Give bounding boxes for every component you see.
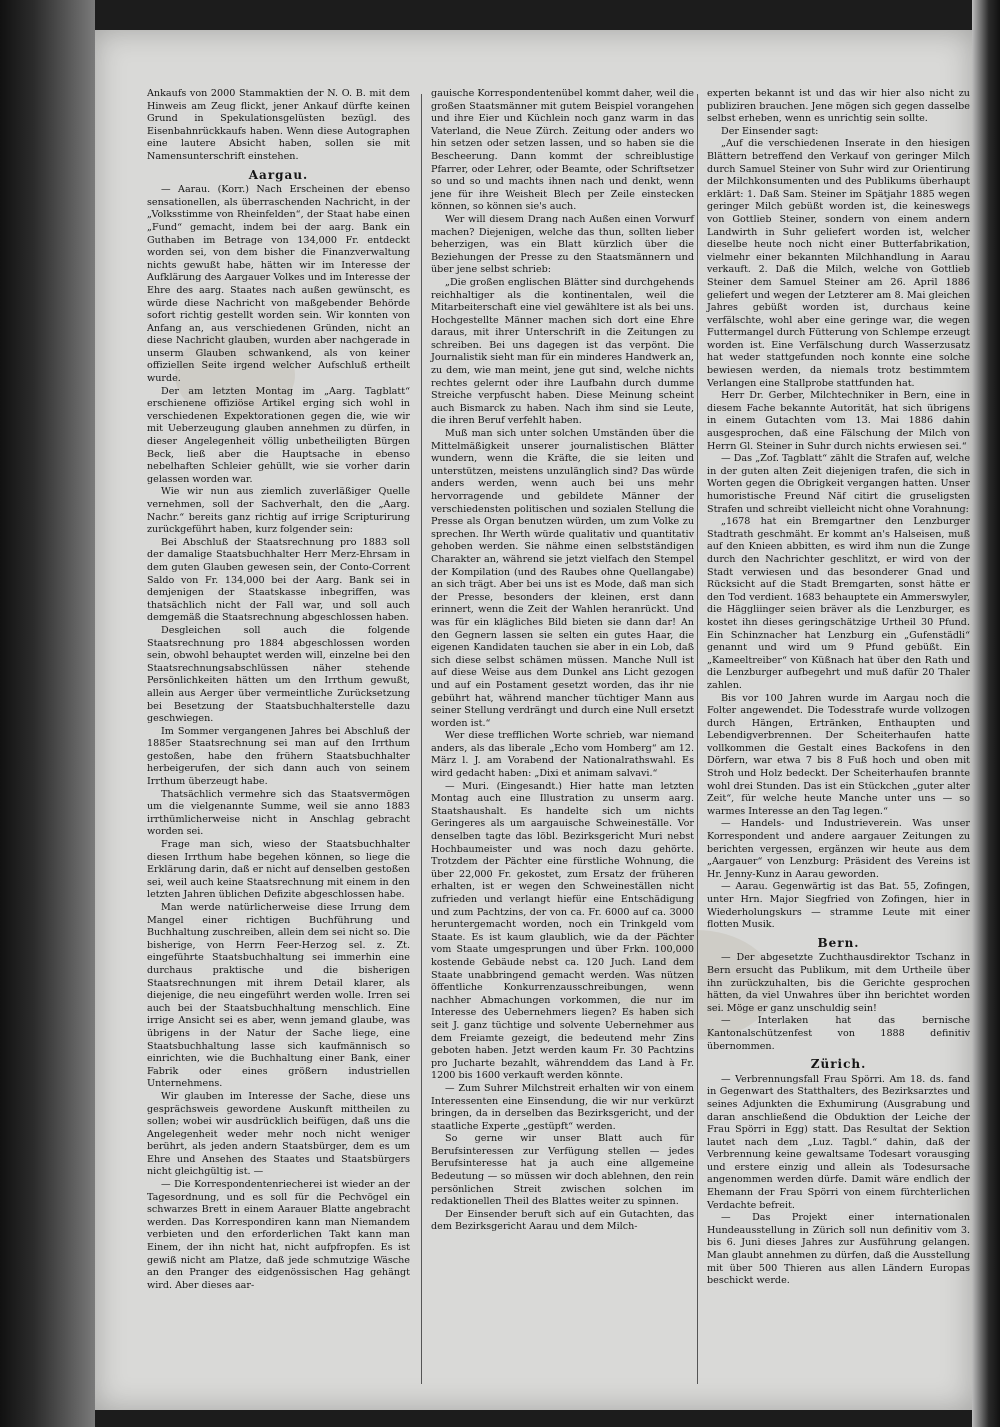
article-column-2 — [431, 88, 694, 1234]
scan-background-left — [0, 0, 95, 1427]
paragraph: — Die Korrespondentenriecherei ist wieder an der Tagesordnung, und es soll für die Pechvögel ein schwarzes Brett in einem Aarauer Blatte angebracht werden. Das Korrespondiren kann man Niemandem verbieten und den erforderlichen Takt kann man Einem, der ihn nicht hat, nicht aufpfropfen. Es ist gewiß nicht am Platze, daß jede schmutzige Wäsche an den Pranger des eidgenössischen Hag gehängt wird. Aber dieses aar- — [147, 1179, 410, 1291]
paragraph: Der am letzten Montag im „Aarg. Tagblatt“ erschienene offiziöse Artikel erging sich wohl in verschiedenen Expektorationen gegen die, wie wir mit Ueberzeugung glauben annehmen zu dürfen, in dieser Angelegenheit völlig unbetheiligten Bürgen Beck, ließ aber die Hauptsache in ebenso nebelhaften Schleier gehüllt, wie sie vorher darin gelassen worden war. — [147, 385, 410, 485]
paragraph-continuation: Ankaufs von 2000 Stammaktien der N. O. B. mit dem Hinweis am Zeug flickt, jener Ankauf dürfte keinen Grund in Spekulationsgelüsten bezügl. des Eisenbahnrückkaufs haben. Wenn diese Autographen eine lautere Absicht haben, sollen sie mit Namensunterschrift einstehen. — [147, 88, 410, 162]
paragraph-continuation: gauische Korrespondentenübel kommt daher, weil die großen Staatsmänner mit gutem Beispiel vorangehen und ihre Eier und Küchlein noch ganz warm in das Vaterland, die Neue Zürch. Zeitung oder anders wo hin setzen oder setzen lassen, und so haben sie die Bescheerung. Dann kommt der schreiblustige Pfarrer, oder Lehrer, oder Beamte, oder Schriftsetzer so und so und machts ihnen nach und denkt, wenn jene für ihre Weisheit Blech per Zeile einstecken können, so können sie's auch. — [431, 88, 694, 213]
section-heading: Zürich. — [810, 1057, 867, 1072]
paragraph: Man werde natürlicherweise diese Irrung dem Mangel einer richtigen Buchführung und Buchhaltung zuschreiben, allein dem sei nicht so. Die bisherige, von Herrn Feer-Herzog sel. z. Zt. eingeführte Staatsbuchhaltung sei immerhin eine durchaus praktische und die bisherigen Staatsrechnungen mit ihrem Detail klarer, als diejenige, die neu eingeführt werden wolle. Irren sei auch bei der Staatsbuchhaltung menschlich. Eine irrige Ansicht sei es aber, wenn jemand glaube, was übrigens in der Natur der Sache liege, eine Staatsbuchhaltung lasse sich kaufmännisch so einrichten, wie die Buchhaltung einer Bank, einer Fabrik oder eines größern industriellen Unternehmens. — [147, 902, 410, 1090]
paragraph: — Aarau. Gegenwärtig ist das Bat. 55, Zofingen, unter Hrn. Major Siegfried von Zofingen, hier in Wiederholungskurs — stramme Leute mit einer flotten Musik. — [707, 881, 970, 931]
paragraph: Wie wir nun aus ziemlich zuverläßiger Quelle vernehmen, soll der Sachverhalt, den die „Aarg. Nachr.“ bereits ganz richtig auf irrige Scripturirung zurückgeführt haben, kurz folgender sein: — [147, 486, 410, 536]
paragraph: — Zum Suhrer Milchstreit erhalten wir von einem Interessenten eine Einsendung, die wir nur verkürzt bringen, da in derselben das Bezirksgericht, und der staatliche Experte „gestüpft“ werden. — [431, 1082, 694, 1132]
paragraph: — Muri. (Eingesandt.) Hier hatte man letzten Montag auch eine Illustration zu unserm aarg. Staatshaushalt. Es handelte sich um nichts Geringeres als um aargauische Schweineställe. Vor denselben tagte das löbl. Bezirksgericht Muri nebst Hochbaumeister und was noch dazu gehörte. Trotzdem der Pächter eine fürstliche Wohnung, die über 22,000 Fr. gekostet, zum Ersatz der früheren erhalten, ist er wegen den Schweineställen nicht zufrieden und verlangt hiefür eine Entschädigung und zum Pachtzins, der von ca. Fr. 6000 auf ca. 3000 heruntergemacht worden, noch ein Trinkgeld vom Staate. Es ist kaum glaublich, wie da der Pächter vom Staate umgesprungen und über Frkn. 100,000 kostende Gebäude nebst ca. 120 Juch. Land dem Staate unabbringend gemacht werden. Was nützen öffentliche Konkurrenzausschreibungen, wenn nachher Abmachungen vorkommen, die nur im Interesse des Uebernehmers liegen? Es haben sich seit J. ganz tüchtige und solvente Uebernehmer aus dem Freiamte gezeigt, die bedeutend mehr Zins geboten haben. Jetzt werden kaum Fr. 30 Pachtzins pro Jucharte bezahlt, währenddem das Land à Fr. 1200 bis 1600 verkauft werden könnte. — [431, 780, 694, 1082]
paragraph: Thatsächlich vermehre sich das Staatsvermögen um die vielgenannte Summe, weil sie anno 1883 irrthümlicherweise nicht in Anschlag gebracht worden sei. — [147, 788, 410, 838]
paragraph: — Interlaken hat das bernische Kantonalschützenfest von 1888 definitiv übernommen. — [707, 1015, 970, 1052]
newspaper-page — [95, 30, 972, 1410]
paragraph: So gerne wir unser Blatt auch für Berufsinteressen zur Verfügung stellen — jedes Berufsinteresse hat ja auch eine allgemeine Bedeutung — so müssen wir doch ablehnen, den rein persönlichen Streit zwischen solchen im redaktionellen Theil des Blattes weiter zu spinnen. — [431, 1133, 694, 1208]
paragraph: — Das „Zof. Tagblatt“ zählt die Strafen auf, welche in der guten alten Zeit diejenigen trafen, die sich in Worten gegen die Obrigkeit vergangen hatten. Unser humoristische Freund Näf citirt die gruseligsten Strafen und schreibt vielleicht nicht ohne Vorahnung: — [707, 453, 970, 515]
paragraph: Herr Dr. Gerber, Milchtechniker in Bern, eine in diesem Fache bekannte Autorität, hat sich übrigens in einem Gutachten vom 13. Mai 1886 dahin ausgesprochen, daß eine Fälschung der Milch von Herrn Gl. Steiner in Suhr durch nichts erwiesen sei.“ — [707, 390, 970, 452]
paragraph: Muß man sich unter solchen Umständen über die Mittelmäßigkeit unserer journalistischen Blätter wundern, wenn die Kräfte, die sie leiten und unterstützen, meistens unzulänglich sind? Das würde anders werden, wenn auch bei uns mehr hervorragende und gebildete Männer der verschiedensten politischen und sozialen Stellung die Presse als Organ benutzen würden, um zum Volke zu sprechen. Ihr Werth würde qualitativ und quantitativ gehoben werden. Sie nähme einen selbstständigen Charakter an, während sie jetzt vielfach den Stempel der Kompilation (und des Raubes ohne Quellangabe) an sich trägt. Aber bei uns ist es Mode, daß man sich der Presse, besonders der kleinen, erst dann erinnert, wenn die Zeit der Wahlen heranrückt. Und was für ein klägliches Bild bieten sie dann dar! An den Gegnern lassen sie selten ein gutes Haar, die eigenen Kandidaten tauchen sie aber in ein Lob, daß sich diese selbst schämen müssen. Manche Null ist auf diese Weise aus dem Dunkel ans Licht gezogen und auf ein Postament gesetzt worden, das ihr nie gebührt hat, während mancher tüchtiger Mann aus seiner Stellung verdrängt und durch eine Null ersetzt worden ist.“ — [431, 428, 694, 729]
book-spine-edge — [972, 0, 1000, 1427]
article-column-3 — [707, 88, 970, 1288]
paragraph: Wer diese trefflichen Worte schrieb, war niemand anders, als das liberale „Echo vom Homberg“ am 12. März l. J. am Vorabend der Nationalrathswahl. Es wird gedacht haben: „Dixi et animam salvavi.“ — [431, 730, 694, 780]
paragraph: „Auf die verschiedenen Inserate in den hiesigen Blättern betreffend den Verkauf von geringer Milch durch Samuel Steiner von Suhr wird zur Orientirung der Milchkonsumenten und des Publikums überhaupt erklärt: 1. Daß Sam. Steiner im Spätjahr 1885 wegen geringer Milch gebüßt worden ist, die keineswegs von Gottlieb Steiner, sondern von einem andern Landwirth in Suhr geliefert worden ist, welcher dieselbe heute noch nicht einer Butterfabrikation, vielmehr einer bekannten Milchhandlung in Aarau verkauft. 2. Daß die Milch, welche von Gottlieb Steiner dem Samuel Steiner am 26. April 1886 geliefert und wegen der Letzterer am 8. Mai gleichen Jahres gebüßt worden ist, durchaus keine verfälschte, wohl aber eine geringe war, die wegen Futtermangel durch Fütterung von Schlempe erzeugt worden ist. Eine Verfälschung durch Wasserzusatz hat weder stattgefunden noch konnte eine solche bewiesen werden, da niemals trotz bestimmtem Verlangen eine Stallprobe stattfunden hat. — [707, 138, 970, 389]
paragraph: Der Einsender sagt: — [721, 125, 819, 137]
paragraph: Im Sommer vergangenen Jahres bei Abschluß der 1885er Staatsrechnung sei man auf den Irrthum gestoßen, habe den frühern Staatsbuchhalter herbeigerufen, der sich dann auch von seinem Irrthum überzeugt habe. — [147, 725, 410, 788]
paragraph: „1678 hat ein Bremgartner den Lenzburger Stadtrath geschmäht. Er kommt an's Halseisen, muß auf den Knieen abbitten, es wird ihm nun die Zunge durch den Nachrichter geschlitzt, er wird von der Stadt verwiesen und das besonderer Gnad und Rücksicht auf die Stadt Bremgarten, sonst hätte er den Tod verdient. 1683 behauptete ein Ammerswyler, die Häggliinger seien bräver als die Lenzburger, es kostet ihn dieses geringschätzige Urtheil 30 Pfund. Ein Schinznacher hat Lenzburg ein „Gufenstädli“ genannt und wird um 9 Pfund gebüßt. Ein „Kameeltreiber“ von Küßnach hat über den Rath und die Lenzburger aufbegehrt und muß dafür 20 Thaler zahlen. — [707, 516, 970, 691]
paragraph: — Aarau. (Korr.) Nach Erscheinen der ebenso sensationellen, als überraschenden Nachricht, in der „Volksstimme von Rheinfelden“, der Staat habe einen „Fund“ gemacht, indem bei der aarg. Bank ein Guthaben im Betrage von 134,000 Fr. entdeckt worden sei, von dem bisher die Finanzverwaltung nichts gewußt habe, hätten wir im Interesse der Aufklärung des Aargauer Volkes und im Interesse der Ehre des aarg. Staates nach außen gewünscht, es würde diese Nachricht von maßgebender Behörde sofort richtig gestellt worden sein. Wir konnten von Anfang an, aus verschiedenen Gründen, nicht an diese Nachricht glauben, wurden aber nachgerade in unserm Glauben schwankend, als von keiner offiziellen Seite irgend welcher Aufschluß ertheilt wurde. — [147, 184, 410, 385]
paragraph: Wer will diesem Drang nach Außen einen Vorwurf machen? Diejenigen, welche das thun, sollten lieber beherzigen, was ein Blatt kürzlich über die Beziehungen der Presse zu den Staatsmännern und über jene selbst schrieb: — [431, 213, 694, 276]
paragraph: Frage man sich, wieso der Staatsbuchhalter diesen Irrthum habe begehen können, so liege die Erklärung darin, daß er nicht auf denselben gestoßen sei, weil auch keine Staatsrechnung mit einem in den letzten Jahren üblichen Defizite abgeschlossen habe. — [147, 839, 410, 901]
paragraph: Wir glauben im Interesse der Sache, diese uns gesprächsweis gewordene Auskunft mittheilen zu sollen; wobei wir ausdrücklich beifügen, daß uns die Angelegenheit weder mehr noch nicht weniger berührt, als jeden andern Staatsbürger, dem es um Ehre und Ansehen des Staates und Staatsbürgers nicht gleichgültig ist. — — [147, 1090, 410, 1178]
paragraph: Der Einsender beruft sich auf ein Gutachten, das dem Bezirksgericht Aarau und dem Milch- — [431, 1208, 694, 1233]
section-heading: Aargau. — [248, 167, 309, 182]
paragraph: „Die großen englischen Blätter sind durchgehends reichhaltiger als die kontinentalen, weil die Mitarbeiterschaft eine viel gewähltere ist als bei uns. Hochgestellte Männer machen sich dort eine Ehre daraus, mit ihrer Unterschrift in die Zeitungen zu schreiben. Bei uns dagegen ist das verpönt. Die Journalistik sieht man für ein minderes Handwerk an, zu dem, wie man meint, jene gut sind, welche nichts rechtes gelernt oder ihre Laufbahn durch dumme Streiche verpfuscht haben. Diese Meinung scheint auch Bismarck zu haben. Nach ihm sind sie Leute, die ihren Beruf verfehlt haben. — [431, 276, 694, 427]
paragraph: — Verbrennungsfall Frau Spörri. Am 18. ds. fand in Gegenwart des Statthalters, des Bezirksarztes und seines Adjunkten die Exhumirung (Ausgrabung und daran anschließend die Obduktion der Leiche der Frau Spörri in Egg) statt. Das Resultat der Sektion lautet nach dem „Luz. Tagbl.“ dahin, daß der Verbrennung keine gewaltsame Todesart vorausging und erstere einzig und allein als Todesursache angenommen werden dürfe. Damit wäre endlich der Ehemann der Frau Spörri von einem fürchterlichen Verdachte befreit. — [707, 1073, 970, 1211]
paragraph: Bei Abschluß der Staatsrechnung pro 1883 soll der damalige Staatsbuchhalter Herr Merz-Ehrsam in dem guten Glauben gewesen sein, der Conto-Corrent Saldo von Fr. 134,000 bei der Aarg. Bank sei in demjenigen der Staatskasse inbegriffen, was thatsächlich nicht der Fall war, und soll auch demgemäß die Staatsrechnung abgeschlossen haben. — [147, 536, 410, 624]
paragraph: — Der abgesetzte Zuchthausdirektor Tschanz in Bern ersucht das Publikum, mit dem Urtheile über ihn zurückzuhalten, bis die Gerichte gesprochen hätten, da viel Unwahres über ihn berichtet worden sei. Möge er ganz unschuldig sein! — [707, 952, 970, 1014]
paragraph: Bis vor 100 Jahren wurde im Aargau noch die Folter angewendet. Die Todesstrafe wurde vollzogen durch Hängen, Ertränken, Enthaupten und Lebendigverbrennen. Der Scheiterhaufen hatte vollkommen die Gestalt eines Backofens in den Dörfern, war etwa 7 bis 8 Fuß hoch und oben mit Stroh und Holz bedeckt. Der Scheiterhaufen brannte wohl drei Stunden. Das ist ein Stückchen „guter alter Zeit“, für welche heute Manche unter uns — so warmes Interesse an den Tag legen.“ — [707, 692, 970, 817]
paragraph: — Das Projekt einer internationalen Hundeausstellung in Zürich soll nun definitiv vom 3. bis 6. Juni dieses Jahres zur Ausführung gelangen. Man glaubt annehmen zu dürfen, daß die Ausstellung mit über 500 Thieren aus allen Ländern Europas beschickt werde. — [707, 1212, 970, 1287]
column-rule — [697, 94, 698, 1384]
section-heading: Bern. — [817, 935, 860, 950]
paragraph: — Handels- und Industrieverein. Was unser Korrespondent und andere aargauer Zeitungen zu berichten vergessen, ergänzen wir heute aus dem „Aargauer“ von Lenzburg: Präsident des Vereins ist Hr. Jenny-Kunz in Aarau geworden. — [707, 818, 970, 880]
column-rule — [421, 94, 422, 1384]
paragraph-continuation: experten bekannt ist und das wir hier also nicht zu publiziren brauchen. Jene mögen sich gegen dasselbe selbst erheben, wenn es unrichtig sein sollte. — [707, 88, 970, 125]
article-column-1 — [147, 88, 410, 1292]
paragraph: Desgleichen soll auch die folgende Staatsrechnung pro 1884 abgeschlossen worden sein, obwohl behauptet werden will, einzelne bei den Staatsrechnungsabschlüssen näher stehende Persönlichkeiten hätten um den Irrthum gewußt, allein aus Aerger über vermeintliche Zurücksetzung bei Besetzung der Staatsbuchhalterstelle dazu geschwiegen. — [147, 624, 410, 725]
